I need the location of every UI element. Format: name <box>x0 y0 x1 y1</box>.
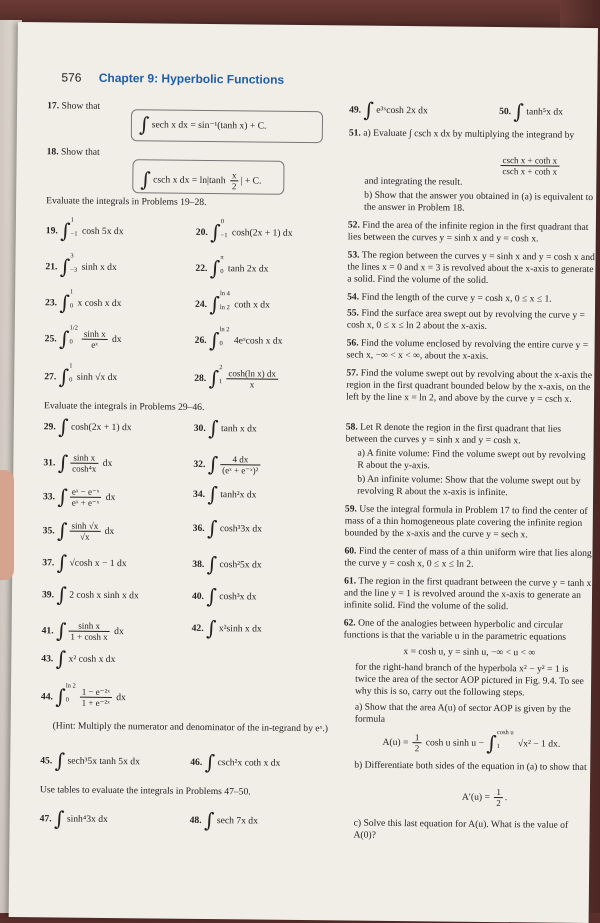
problem-39: 39. ∫ 2 cosh x sinh x dx <box>41 582 139 607</box>
parametric-equations: x = cosh u, y = sinh u, −∞ < u < ∞ <box>403 646 536 659</box>
problem-28: 28. ∫2 1 $\frac{\text{cosh(ln x) dx}}{x}$ <box>194 364 276 391</box>
problem-49: 49. ∫ e³ˣcosh 2x dx <box>349 97 428 122</box>
problem-38: 38. ∫ cosh²5x dx <box>192 552 262 577</box>
problem-58a: a) A finite volume: Find the volume swept out by revolving R about the y-axis. <box>357 447 586 472</box>
problem-58: 58. Let R denote the region in the first quadrant that lies between the curves y = sinh x and y = cosh x. <box>345 421 562 447</box>
problem-51b: b) Show that the answer you obtained in (a) is equivalent to the answer in Problem 18. <box>364 189 594 214</box>
formula-17: ∫ sech x dx = sin⁻¹(tanh x) + C. <box>138 112 267 137</box>
problem-37: 37. ∫ √cosh x − 1 dx <box>42 550 127 575</box>
hint-44: (Hint: Multiply the numerator and denominator of the in-tegrand by eˣ.) <box>52 720 329 735</box>
problem-62-cont: for the right-hand branch of the hyperbola x² − y² = 1 is twice the area of the sector AOP pictured in Fig. 9.4. To see why this is so, carry out the following steps. <box>354 661 584 699</box>
problem-58b: b) An infinite volume: Show that the volume swept out by revolving R about the x-axis is infinite. <box>357 473 581 499</box>
problem-51a: 51. a) Evaluate ∫ csch x dx by multiplying the integrand by <box>348 127 575 141</box>
problem-45: 45. ∫ sech³5x tanh 5x dx <box>40 748 140 773</box>
problem-30: 30. ∫ tanh x dx <box>193 416 257 441</box>
problem-19: 19. ∫1 −1 cosh 5x dx <box>45 216 124 243</box>
textbook-page <box>9 22 598 923</box>
problem-34: 34. ∫ tanh²x dx <box>193 482 257 507</box>
problem-21: 21. ∫3 −3 sinh x dx <box>45 252 117 279</box>
thumb <box>0 470 14 580</box>
problem-46: 46. ∫ csch²x coth x dx <box>190 749 281 775</box>
problem-55: 55. Find the surface area swept out by revolving the curve y = cosh x, 0 ≤ x ≤ ln 2 about the x-axis. <box>346 307 586 332</box>
problem-36: 36. ∫ cosh³3x dx <box>192 516 263 541</box>
problem-24: 24. ∫ln 4 ln 2 coth x dx <box>194 290 270 317</box>
problem-35: 35. ∫ $\frac{\sinh √x}{√x}$ dx <box>42 518 115 543</box>
problem-62a: a) Show that the area A(u) of sector AOP is given by the formula <box>354 701 571 725</box>
problem-31: 31. ∫ $\frac{\text{sinh x}}{\text{cosh⁴x}}$ dx <box>43 450 113 475</box>
section-intro-19-28: Evaluate the integrals in Problems 19–28. <box>46 195 207 208</box>
problem-41: 41. ∫ $\frac{\text{sinh x}}{\text{1 + cosh x}}$ dx <box>41 618 124 643</box>
page-number: 576 <box>61 70 82 85</box>
problem-52: 52. Find the area of the infinite region in the first quadrant that lies between the curves y = sinh x and y = cosh x. <box>347 219 589 245</box>
formula-51: $\frac{\text{csch x + coth x}}{\text{csch x + coth x}}$ <box>502 155 558 177</box>
problem-26: 26. ∫ln 2 0 4eˣcosh x dx <box>194 326 283 353</box>
derivative-formula: A′(u) = $\frac{1}{2}$ . <box>461 787 508 809</box>
problem-29: 29. ∫ cosh(2x + 1) dx <box>43 414 132 439</box>
problem-56: 56. Find the volume enclosed by revolving the entire curve y = sech x, −∞ < x < ∞, about the x-axis. <box>346 337 589 362</box>
problem-54: 54. Find the length of the curve y = cosh x, 0 ≤ x ≤ 1. <box>347 291 552 305</box>
problem-53: 53. The region between the curves y = sinh x and y = cosh x and the lines x = 0 and x = 3 is revolved about the x-axis to generate a solid. Find the volume of the solid. <box>347 249 595 286</box>
problem-42: 42. ∫ x²sinh x dx <box>191 616 262 641</box>
problem-27: 27. ∫1 0 sinh √x dx <box>44 362 118 389</box>
problem-43: 43. ∫ x² cosh x dx <box>41 646 116 671</box>
problem-32: 32. ∫ $\frac{4 dx}{\text{(eˣ + e⁻ˣ)²}}$ <box>193 454 262 476</box>
problem-20: 20. ∫0 −1 cosh(2x + 1) dx <box>195 218 293 245</box>
running-header <box>61 70 284 86</box>
problem-33: 33. ∫ $\frac{\text{eˣ − e⁻ˣ}}{\text{eˣ + e⁻ˣ}}$ dx <box>42 484 116 509</box>
problem-60: 60. Find the center of mass of a thin uniform wire that lies along the curve y = cosh x, 0 ≤ x ≤ ln 2. <box>344 545 592 570</box>
problem-62b: b) Differentiate both sides of the equation in (a) to show that <box>354 759 587 773</box>
right-column <box>343 97 598 841</box>
problem-62: 62. One of the analogies between hyperbolic and circular functions is that the variable u in the parametric equations <box>343 617 567 643</box>
section-intro-47-50: Use tables to evaluate the integrals in Problems 47–50. <box>39 784 251 798</box>
problem-61: 61. The region in the first quadrant between the curve y = tanh x and the line y = 1 is revolved around the x-axis to generate an infinite solid. Find the volume of the solid. <box>343 575 592 613</box>
problem-47: 47. ∫ sinh⁴3x dx <box>39 806 108 831</box>
problem-17: 17. Show that <box>47 100 101 112</box>
left-column <box>39 100 343 833</box>
area-formula: A(u) = $\frac{1}{2}$ cosh u sinh u − ∫cosh u 1 √x² − 1 dx. <box>382 729 561 756</box>
problem-48: 48. ∫ sech 7x dx <box>189 807 258 833</box>
section-intro-29-46: Evaluate the integrals in Problems 29–46. <box>43 400 205 413</box>
problem-40: 40. ∫ cosh³x dx <box>191 584 257 609</box>
problem-23: 23. ∫1 0 x cosh x dx <box>45 288 122 315</box>
chapter-title: Chapter 9: Hyperbolic Functions <box>98 70 285 87</box>
problem-57: 57. Find the volume swept out by revolving about the x-axis the region in the first quadrant bounded below by the x-axis, on the left by the line x = ln 2, and above by the curve y = csch x. <box>346 367 593 405</box>
problem-51a-tail: and integrating the result. <box>364 175 463 188</box>
problem-62c: c) Solve this last equation for A(u). What is the value of A(0)? <box>353 817 569 841</box>
problem-18: 18. Show that <box>46 146 100 158</box>
formula-18: ∫ csch x dx = ln|tanh $\frac{x}{2}$ | + C. <box>140 167 262 192</box>
problem-50: 50. ∫ tanh⁵x dx <box>499 99 564 124</box>
problem-25: 25. ∫1/2 0 $\frac{\text{sinh x}}{\text{eˣ}}$ dx <box>44 324 122 351</box>
problem-22: 22. ∫π 0 tanh 2x dx <box>195 254 269 281</box>
problem-59: 59. Use the integral formula in Problem 17 to find the center of mass of a thin homogeneous plate covering the infinite region bounded by the x-axis and the curve y = sech x. <box>344 503 588 541</box>
problem-44: 44. ∫ln 2 0 $\frac{\text{1 − e⁻²ˣ}}{\text{1 + e⁻²ˣ}}$ dx <box>40 682 126 709</box>
